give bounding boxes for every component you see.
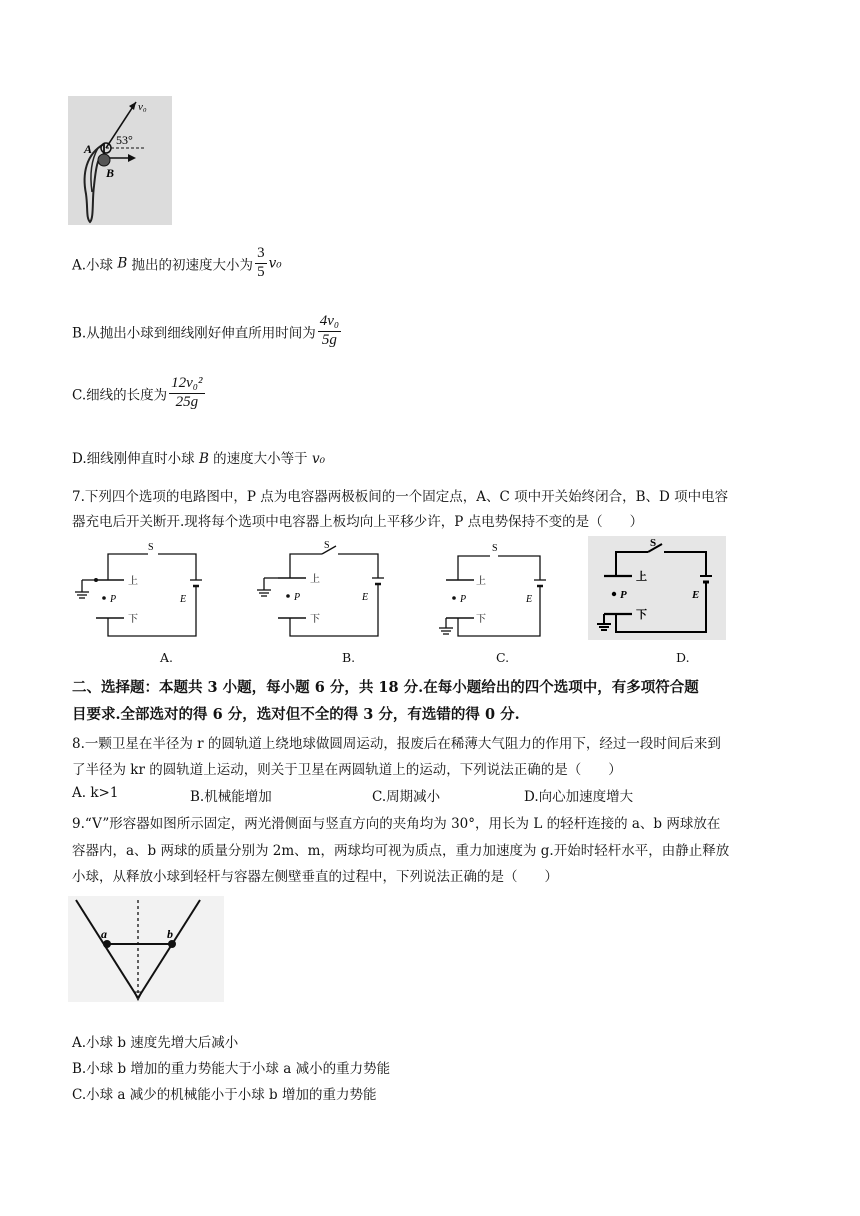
circuit-c-down: 下 xyxy=(476,614,486,625)
q6-option-c: C.细线的长度为 $\frac{\text{12v₀²}}{25g}$ xyxy=(72,375,203,410)
circuit-c-p: P xyxy=(460,594,467,605)
circuit-a-caption: A. xyxy=(160,650,174,665)
q8-option-a: A. k>1 xyxy=(72,785,119,801)
fig-v0-label: v₀ xyxy=(138,101,147,113)
circuit-c-s: S xyxy=(492,543,498,554)
circuit-b-down: 下 xyxy=(310,614,320,625)
section2-heading-line2: 目要求.全部选对的得 6 分，选对但不全的得 3 分，有选错的得 0 分. xyxy=(72,706,520,723)
circuit-a xyxy=(68,540,218,644)
ball-b-label: b xyxy=(167,927,173,941)
q9-stem-line1: 9.“V”形容器如图所示固定，两光滑侧面与竖直方向的夹角均为 30°，用长为 L 的轻杆连接的 a、b 两球放在 xyxy=(72,816,721,832)
q7-stem-line1: 7.下列四个选项的电路图中，P 点为电容器两极板间的一个固定点，A、C 项中开关始终闭合，B、D 项中电容 xyxy=(72,489,729,505)
fig-A-label: A xyxy=(84,142,93,156)
q7-stem-line2: 器充电后开关断开.现将每个选项中电容器上板均向上平移少许，P 点电势保持不变的是（ ） xyxy=(72,514,644,530)
circuit-d-e: E xyxy=(692,589,700,601)
q9-stem-line2: 容器内，a、b 两球的质量分别为 2m、m，两球均可视为质点，重力加速度为 g.开始时轻杆水平，由静止释放 xyxy=(72,843,730,859)
circuit-d xyxy=(588,536,726,640)
circuit-d-p: P xyxy=(620,589,627,601)
fig-B-label: B xyxy=(106,166,115,180)
q8-stem-line2: 了半径为 kr 的圆轨道上运动，则关于卫星在两圆轨道上的运动，下列说法正确的是（ ） xyxy=(72,762,622,778)
circuit-a-s: S xyxy=(148,542,154,553)
q6-option-b: B.从抛出小球到细线刚好伸直所用时间为 $\frac{\text{4v₀}}{5g}$ xyxy=(72,313,340,348)
q6-option-d: D.细线刚伸直时小球 B 的速度大小等于 v₀ xyxy=(72,451,325,467)
q6-option-a: A.小球 B 抛出的初速度大小为 $\frac{3}{5}$ v₀ xyxy=(72,245,282,280)
circuit-b-caption: B. xyxy=(342,650,356,665)
circuit-a-e: E xyxy=(180,594,187,605)
q6-figure xyxy=(68,96,172,225)
circuit-a-p: P xyxy=(110,594,117,605)
q8-option-c: C.周期减小 xyxy=(372,789,441,805)
q9-option-c: C.小球 a 减少的机械能小于小球 b 增加的重力势能 xyxy=(72,1087,377,1103)
circuit-c-caption: C. xyxy=(496,650,510,665)
section2-heading-line1: 二、选择题：本题共 3 小题，每小题 6 分，共 18 分.在每小题给出的四个选项中，有多项符合题 xyxy=(72,679,699,696)
q9-option-a: A.小球 b 速度先增大后减小 xyxy=(72,1035,239,1051)
circuit-d-down: 下 xyxy=(636,609,647,621)
circuit-a-down: 下 xyxy=(128,614,138,625)
q8-option-b: B.机械能增加 xyxy=(190,789,272,805)
circuit-b-s: S xyxy=(324,540,330,551)
circuit-b xyxy=(252,538,402,644)
q9-option-b: B.小球 b 增加的重力势能大于小球 a 减小的重力势能 xyxy=(72,1061,391,1077)
circuit-b-p: P xyxy=(294,592,301,603)
v-container-figure xyxy=(68,896,224,1002)
ball-a-label: a xyxy=(101,927,107,941)
circuit-b-e: E xyxy=(362,592,369,603)
q8-stem-line1: 8.一颗卫星在半径为 r 的圆轨道上绕地球做圆周运动，报废后在稀薄大气阻力的作用下，经过一段时间后来到 xyxy=(72,736,721,752)
q8-option-d: D.向心加速度增大 xyxy=(524,789,634,805)
fig-angle-label: 53° xyxy=(116,133,133,147)
circuit-d-up: 上 xyxy=(636,571,647,583)
circuit-c-e: E xyxy=(526,594,533,605)
q9-stem-line3: 小球，从释放小球到轻杆与容器左侧壁垂直的过程中，下列说法正确的是（ ） xyxy=(72,869,558,885)
circuit-c-up: 上 xyxy=(476,576,486,587)
circuit-a-up: 上 xyxy=(128,576,138,587)
circuit-d-s: S xyxy=(650,537,657,549)
circuit-d-caption: D. xyxy=(676,650,690,665)
circuit-b-up: 上 xyxy=(310,574,320,585)
circuit-c xyxy=(432,540,552,644)
